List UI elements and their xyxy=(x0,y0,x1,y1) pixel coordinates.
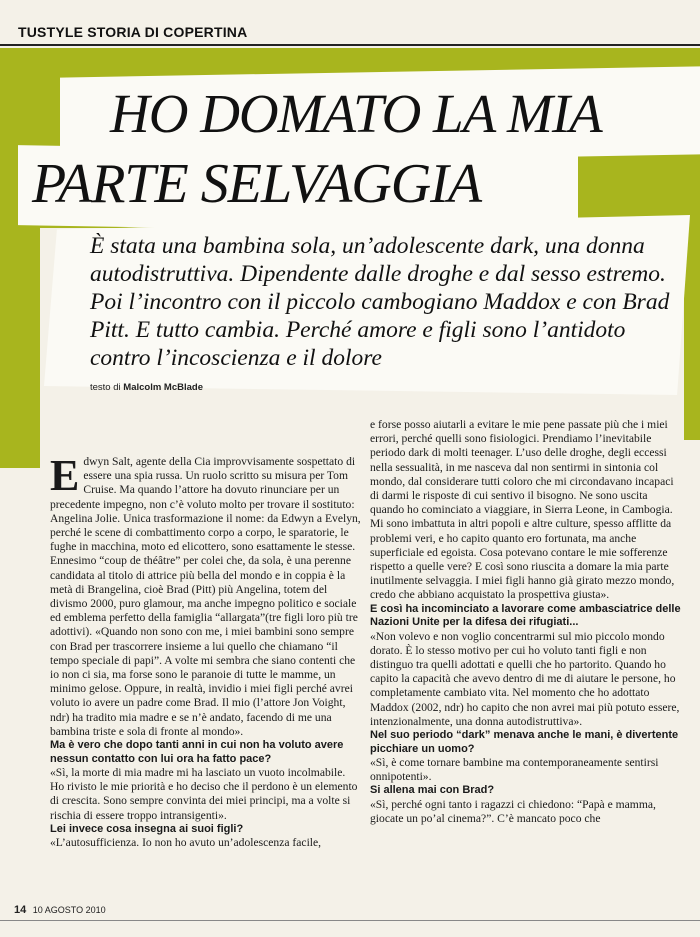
page-number: 14 xyxy=(14,904,27,916)
question: Ma è vero che dopo tanti anni in cui non ha voluto avere nessun contatto con lui ora ha fatto pace? xyxy=(50,739,344,765)
green-band-left xyxy=(0,48,40,468)
rubric: TUSTYLE STORIA DI COPERTINA xyxy=(18,24,248,40)
byline-author: Malcolm McBlade xyxy=(123,382,203,393)
answer: «Sì, la morte di mia madre mi ha lasciato un vuoto incolmabile. Ho rivisto le mie priorità e ho deciso che il perdono è un elemento di crescita. Sono sempre convinta dei miei principi, ma a volte si rischia di essere troppo intransigenti». xyxy=(50,766,358,822)
byline-prefix: testo di xyxy=(90,382,121,393)
article-column-2 xyxy=(370,418,682,826)
question: Lei invece cosa insegna ai suoi figli? xyxy=(50,822,244,835)
issue-date: 10 AGOSTO 2010 xyxy=(32,905,106,915)
answer: «L’autosufficienza. Io non ho avuto un’adolescenza facile, xyxy=(50,836,322,850)
answer: «Sì, perché ogni tanto i ragazzi ci chiedono: “Papà e mamma, giocate un po’al cinema?”. C’è mancato poco che xyxy=(370,797,656,826)
article-column-1 xyxy=(50,451,362,851)
byline xyxy=(90,382,203,393)
question: E così ha incominciato a lavorare come ambasciatrice delle Nazioni Unite per la difesa dei rifugiati... xyxy=(370,602,681,629)
rubric-rule xyxy=(0,44,700,46)
answer: «Non volevo e non voglio concentrarmi sul mio piccolo mondo dorato. È lo stesso motivo per cui ho voluto tanti figli e non distinguo tra quelli adottati e quelli che ho partorito. Quando ho capito la capacità che avevo dentro di me di aiutare le persone, ho completamente cambiato vita. Nel momento che ho adottato Maddox (2002, ndr) ho capito che non avrei mai più potuto essere, intenzionalmente, una donna autodistruttiva». xyxy=(370,629,680,728)
paragraph: e forse posso aiutarli a evitare le mie pene passate più che i miei errori, perché quelli sono fisiologici. Prendiamo l’inevitabile periodo dark di molti teenager. L’uso delle droghe, degli eccessi nella sessualità, in me nasceva dal non sentirmi in sintonia col mondo, dal considerare tutti coloro che mi circondavano incapaci di darmi le risposte di cui sentivo il bisogno. Ne sono uscita quando ho cominciato a viaggiare, in Sierra Leone, in Cambogia. Mi sono imbattuta in altri popoli e altre culture, spesso afflitte da problemi veri, e ho capito quanto ero fortunata, ma anche superficiale ed egoista. Cosa potevano contare le mie sofferenze rispetto a quelle vere? E così sono riuscita a domare la mia parte inutilmente selvaggia. I miei figli hanno già girato mezzo mondo, credo che abbiano acquistato la prospettiva giusta». xyxy=(370,418,675,602)
drop-cap: E xyxy=(50,451,80,500)
bottom-rule xyxy=(0,920,700,921)
question: Nel suo periodo “dark” menava anche le mani, è divertente picchiare un uomo? xyxy=(370,729,679,755)
answer: «Sì, è come tornare bambine ma contemporaneamente sentirsi onnipotenti». xyxy=(370,756,659,784)
page-footer xyxy=(14,904,106,916)
paragraph-text: dwyn Salt, agente della Cia improvvisamente sospettato di essere una spia russa. Un ruolo scritto su misura per Tom Cruise. Ma quando l’attore ha dovuto rinunciare per un precedente impegno, non c’è voluto molto per trovare il sostituto: Angelina Jolie. Unica trasformazione il nome: da Edwyn a Evelyn, perché le scene di combattimento corpo a corpo, le sparatorie, le fughe in macchina, moto ed elicottero, sono esattamente le stesse. Ennesimo “coup de théâtre” per colei che, da sola, è una perenne candidata al titolo di attrice più bella del mondo e in coppia è la metà di Brangelina, cioè Brad (Pitt) più Angelina, totem del divismo 2000, puro glamour, ma anche impegno politico e sociale ed emblema perfetto della famiglia “allargata”(tre figli loro più tre adottivi). «Quando non sono con me, i miei bambini sono sempre con Brad per trascorrere insieme a lui quello che chiamano “il tempo speciale di papi”. A volte mi sembra che siano contenti che io non ci sia, ma forse sono le paranoie di tutte le mamme, un minimo gelose. Oppure, in realtà, invidio i miei figli perché avrei voluto io avere un padre come Brad. Il mio (l’attore Jon Voight, ndr) ha tradito mia madre e se n’è andato, facendo di me una bambina triste e sola di fronte al mondo». xyxy=(50,455,361,738)
question: Si allena mai con Brad? xyxy=(370,784,495,797)
headline-line-1: HO DOMATO LA MIA xyxy=(110,83,602,144)
paragraph xyxy=(50,451,362,739)
headline-line-2: PARTE SELVAGGIA xyxy=(32,153,482,215)
standfirst: È stata una bambina sola, un’adolescente dark, una donna autodistruttiva. Dipendente dalle droghe e dal sesso estremo. Poi l’incontro con il piccolo cambogiano Maddox e con Brad Pitt. E tutto cambia. Perché amore e figli sono l’antidoto contro l’incoscienza e il dolore xyxy=(90,233,670,371)
